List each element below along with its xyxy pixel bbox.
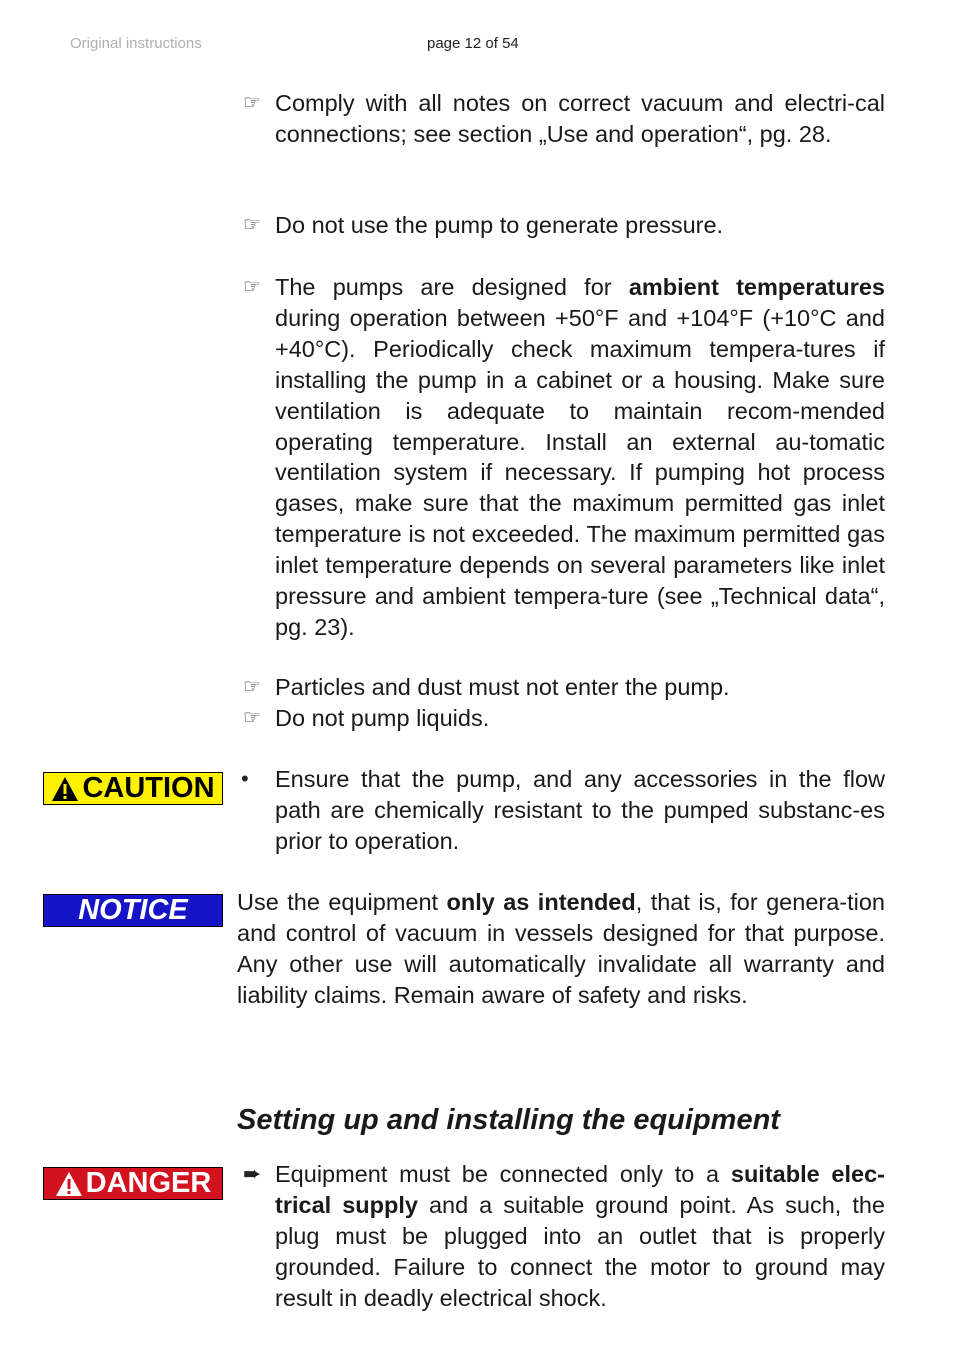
- list-item-text: Equipment must be connected only to a suitable elec-trical supply and a suitable ground point. As such, the plug must be plugged into an outlet that is properly grounded. Failure to connect the motor to ground may result in deadly electrical shock.: [275, 1161, 885, 1311]
- caution-label: CAUTION: [43, 772, 223, 805]
- list-item: [237, 764, 885, 857]
- pointing-hand-icon: ☞: [243, 276, 261, 298]
- list-item: [237, 88, 885, 150]
- notice-paragraph: Use the equipment only as intended, that is, for genera-tion and control of vacuum in vessels designed for that purpose. Any other use will automatically invalidate all warranty and liability claims. Remain aware of safety and risks.: [237, 889, 886, 1008]
- danger-label: DANGER: [43, 1167, 223, 1200]
- list-item-text: Do not pump liquids.: [275, 705, 490, 731]
- list-item: [237, 1159, 885, 1314]
- arrow-right-icon: ➨: [243, 1161, 262, 1186]
- list-item-text: Particles and dust must not enter the pump.: [275, 674, 730, 700]
- emphasis-text: ambient temperatures: [628, 274, 886, 300]
- list-item: [237, 210, 885, 241]
- warning-triangle-icon: [51, 776, 79, 802]
- pointing-hand-icon: ☞: [243, 214, 261, 236]
- pointing-hand-icon: ☞: [243, 707, 261, 729]
- notice-label: NOTICE: [43, 894, 223, 927]
- list-item-text: Comply with all notes on correct vacuum and electri-cal connections; see section „Use and operation“, pg. 28.: [275, 90, 885, 147]
- page-number: page 12 of 54: [427, 35, 519, 52]
- section-heading: Setting up and installing the equipment: [237, 1104, 780, 1136]
- bullet-icon: •: [241, 766, 249, 791]
- list-item: [237, 672, 885, 703]
- list-item: [237, 703, 885, 734]
- warning-triangle-icon: [55, 1171, 83, 1197]
- list-item-text: Do not use the pump to generate pressure.: [275, 212, 724, 238]
- emphasis-text: suitable elec-trical supply: [275, 1161, 885, 1218]
- list-item-text: Ensure that the pump, and any accessories in the flow path are chemically resistant to the pumped substanc-es prior to operation.: [275, 766, 885, 854]
- list-item-text: The pumps are designed for ambient temperatures during operation between +50°F and +104°F (+10°C and +40°C). Periodically check maximum tempera-tures if installing the pump in a cabinet or a housing. Make sure ventilation is adequate to maintain recom-mended operating temperature. Install an external au-tomatic ventilation system if necessary. If pumping hot process gases, make sure that the maximum permitted gas inlet temperature is not exceeded. The maximum permitted gas inlet temperature depends on several parameters like inlet pressure and ambient tempera-ture (see „Technical data“, pg. 23).: [275, 274, 886, 640]
- pointing-hand-icon: ☞: [243, 92, 261, 114]
- emphasis-text: only as intended: [446, 889, 636, 915]
- list-item: [237, 272, 885, 643]
- document-title: Original instructions: [70, 35, 202, 52]
- pointing-hand-icon: ☞: [243, 676, 261, 698]
